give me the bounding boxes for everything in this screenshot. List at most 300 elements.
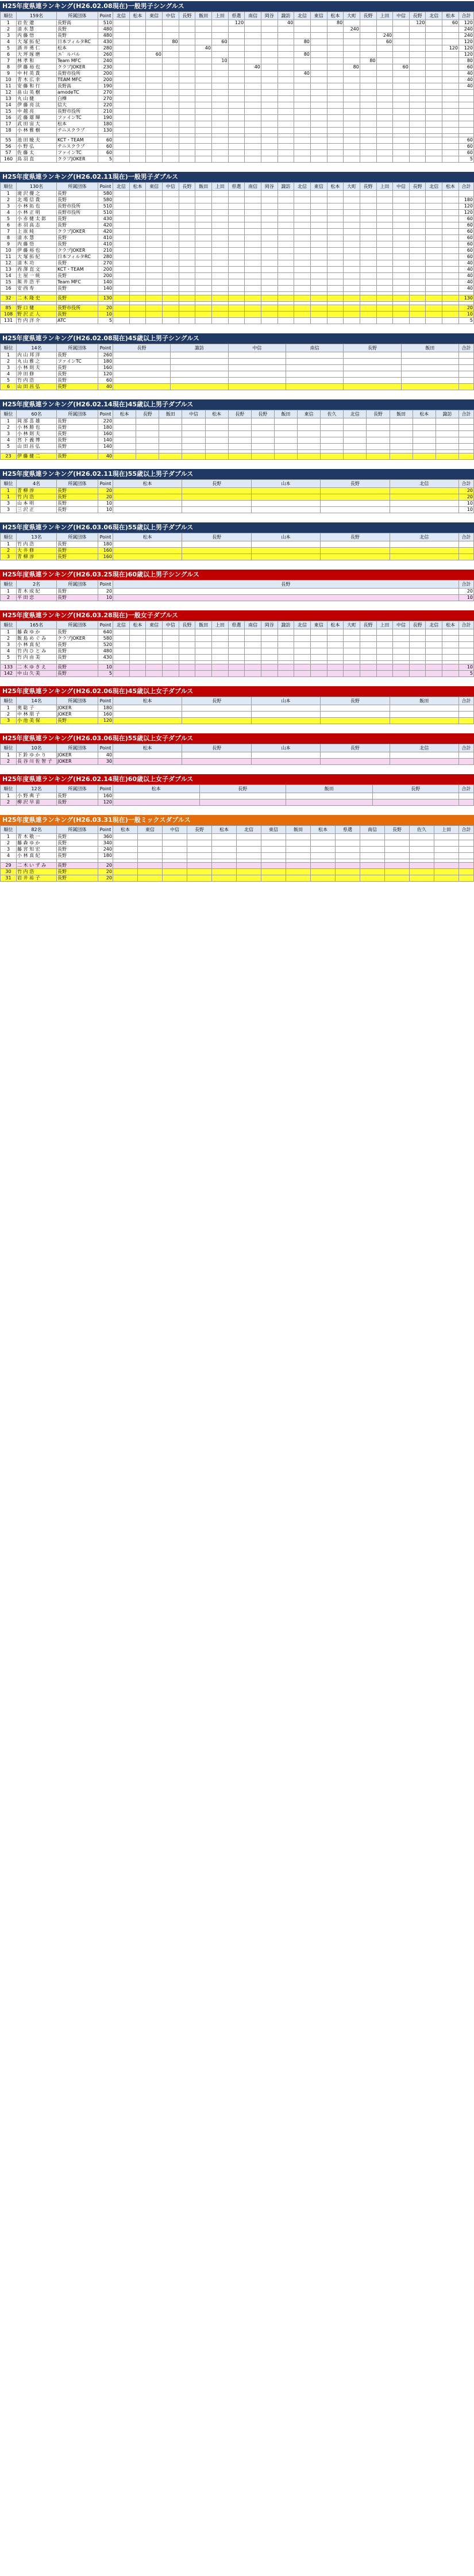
section-title: H25年度県連ランキング(H26.03.06現在)55歳以上女子ダブルス bbox=[0, 733, 474, 744]
event-point-cell bbox=[344, 425, 367, 431]
event-header: 諏訪 bbox=[436, 410, 458, 418]
team-name: クラブJOKER bbox=[57, 229, 98, 235]
event-point-cell bbox=[146, 71, 163, 77]
event-point-cell bbox=[426, 115, 442, 121]
event-point-cell bbox=[136, 425, 159, 431]
event-point-cell bbox=[261, 273, 278, 279]
header-row bbox=[1, 183, 474, 191]
player-name: 野 沢 正 人 bbox=[17, 312, 57, 318]
event-point-cell bbox=[344, 352, 401, 359]
event-point-cell bbox=[195, 318, 212, 324]
event-header: 上田 bbox=[376, 621, 393, 629]
event-point-cell bbox=[278, 150, 294, 156]
team-name: 長野 bbox=[57, 595, 98, 601]
event-point-cell bbox=[426, 318, 442, 324]
event-point-cell bbox=[321, 501, 390, 507]
event-header: 南信 bbox=[245, 621, 261, 629]
event-point-cell bbox=[146, 20, 163, 26]
event-point-cell bbox=[376, 52, 393, 58]
point-header: Point bbox=[98, 744, 113, 752]
event-point-cell bbox=[261, 636, 278, 642]
event-header: 長野 bbox=[367, 410, 390, 418]
event-point-cell bbox=[261, 96, 278, 102]
event-point-cell bbox=[294, 197, 311, 203]
event-point-cell bbox=[179, 305, 195, 312]
team-header: 所属団体 bbox=[57, 533, 98, 541]
event-point-cell bbox=[286, 359, 343, 365]
player-name: 宮 下 義 博 bbox=[17, 437, 57, 444]
rank-cell: 108 bbox=[1, 312, 17, 318]
player-name: 青 柳 淳 bbox=[17, 488, 57, 494]
event-point-cell bbox=[195, 295, 212, 302]
event-point-cell bbox=[195, 305, 212, 312]
event-header: 長野 bbox=[113, 580, 459, 589]
event-point-cell bbox=[162, 52, 179, 58]
event-header: 北信 bbox=[113, 12, 130, 20]
rank-cell: 1 bbox=[1, 793, 17, 799]
event-point-cell bbox=[129, 241, 146, 248]
event-point-cell bbox=[278, 254, 294, 260]
point-cell: 20 bbox=[98, 488, 113, 494]
event-point-cell bbox=[211, 305, 228, 312]
event-point-cell bbox=[385, 853, 410, 859]
event-point-cell bbox=[294, 279, 311, 286]
rank-cell: 3 bbox=[1, 203, 17, 210]
event-point-cell bbox=[360, 875, 385, 882]
event-point-cell bbox=[228, 273, 245, 279]
player-name: 下 鈴 ゆ か り bbox=[17, 752, 57, 759]
event-point-cell bbox=[426, 52, 442, 58]
total-cell bbox=[459, 799, 474, 806]
event-point-cell bbox=[245, 45, 261, 52]
event-point-cell bbox=[360, 197, 376, 203]
event-point-cell bbox=[245, 671, 261, 677]
event-point-cell bbox=[442, 77, 459, 83]
event-point-cell bbox=[278, 648, 294, 655]
event-point-cell bbox=[261, 150, 278, 156]
event-point-cell: 10 bbox=[211, 58, 228, 64]
team-name: 長野 bbox=[57, 431, 98, 437]
event-point-cell bbox=[162, 267, 179, 273]
event-point-cell bbox=[195, 58, 212, 64]
event-point-cell bbox=[129, 203, 146, 210]
event-point-cell bbox=[251, 488, 320, 494]
event-point-cell bbox=[376, 83, 393, 90]
point-cell: 140 bbox=[98, 437, 113, 444]
event-point-cell bbox=[294, 229, 311, 235]
event-point-cell bbox=[113, 144, 130, 150]
event-point-cell bbox=[426, 26, 442, 33]
rank-cell: 4 bbox=[1, 437, 17, 444]
event-point-cell bbox=[442, 305, 459, 312]
event-point-cell bbox=[195, 260, 212, 267]
event-point-cell bbox=[245, 20, 261, 26]
event-point-cell bbox=[442, 295, 459, 302]
rank-cell: 3 bbox=[1, 365, 17, 371]
event-point-cell bbox=[360, 273, 376, 279]
event-point-cell bbox=[171, 352, 228, 359]
total-cell: 20 bbox=[459, 488, 474, 494]
ranking-table bbox=[0, 580, 474, 601]
event-point-cell bbox=[393, 254, 410, 260]
event-point-cell bbox=[129, 137, 146, 144]
rank-cell: 32 bbox=[1, 295, 17, 302]
player-name: 小 林 拓 也 bbox=[17, 203, 57, 210]
event-header: 南信 bbox=[245, 12, 261, 20]
event-point-cell bbox=[344, 636, 360, 642]
event-point-cell bbox=[294, 655, 311, 661]
section-title: H25年度県連ランキング(H26.03.06現在)55歳以上男子ダブルス bbox=[0, 522, 474, 533]
event-point-cell bbox=[228, 137, 245, 144]
event-point-cell bbox=[146, 90, 163, 96]
header-row bbox=[1, 344, 474, 352]
event-point-cell bbox=[245, 222, 261, 229]
event-point-cell bbox=[294, 83, 311, 90]
point-cell: 10 bbox=[98, 595, 113, 601]
rank-cell: 85 bbox=[1, 305, 17, 312]
event-point-cell bbox=[393, 26, 410, 33]
event-point-cell bbox=[393, 150, 410, 156]
ranking-row bbox=[1, 589, 474, 595]
event-header: 松本 bbox=[113, 480, 182, 488]
player-name: 西 澤 直 文 bbox=[17, 267, 57, 273]
ranking-row bbox=[1, 853, 474, 859]
event-point-cell bbox=[113, 286, 130, 292]
player-name: 土 屋 一 統 bbox=[17, 273, 57, 279]
point-cell: 360 bbox=[98, 834, 113, 840]
event-point-cell bbox=[426, 222, 442, 229]
event-point-cell bbox=[310, 235, 327, 241]
event-point-cell bbox=[113, 279, 130, 286]
event-point-cell bbox=[409, 58, 426, 64]
event-point-cell bbox=[261, 115, 278, 121]
event-point-cell bbox=[251, 507, 320, 513]
event-point-cell bbox=[360, 144, 376, 150]
event-point-cell bbox=[237, 863, 261, 869]
event-point-cell bbox=[321, 418, 344, 425]
event-point-cell bbox=[179, 20, 195, 26]
event-point-cell bbox=[390, 444, 413, 450]
event-point-cell bbox=[179, 671, 195, 677]
event-point-cell bbox=[327, 318, 344, 324]
event-point-cell bbox=[367, 444, 390, 450]
rank-cell: 131 bbox=[1, 318, 17, 324]
header-row bbox=[1, 621, 474, 629]
event-point-cell bbox=[245, 655, 261, 661]
event-point-cell bbox=[182, 759, 251, 765]
event-point-cell bbox=[336, 834, 360, 840]
event-point-cell bbox=[187, 875, 212, 882]
event-point-cell bbox=[245, 90, 261, 96]
event-header: 長野 bbox=[199, 785, 286, 793]
event-point-cell bbox=[211, 629, 228, 636]
event-point-cell bbox=[321, 705, 390, 712]
team-name: 長野 bbox=[57, 655, 98, 661]
event-point-cell bbox=[195, 156, 212, 163]
rank-cell: 12 bbox=[1, 260, 17, 267]
player-count: 12名 bbox=[17, 785, 57, 793]
rank-cell: 4 bbox=[1, 371, 17, 378]
event-point-cell bbox=[286, 847, 311, 853]
event-point-cell bbox=[344, 102, 360, 109]
event-header: 中信 bbox=[162, 183, 179, 191]
ranking-row bbox=[1, 210, 474, 216]
event-point-cell bbox=[211, 279, 228, 286]
event-point-cell bbox=[146, 109, 163, 115]
event-point-cell bbox=[442, 636, 459, 642]
event-point-cell bbox=[311, 834, 336, 840]
event-header: 飯田 bbox=[274, 410, 297, 418]
event-point-cell bbox=[344, 648, 360, 655]
event-point-cell bbox=[195, 636, 212, 642]
event-point-cell bbox=[336, 875, 360, 882]
event-point-cell bbox=[171, 384, 228, 390]
event-header: 大町 bbox=[344, 183, 360, 191]
event-point-cell bbox=[278, 241, 294, 248]
event-point-cell bbox=[310, 210, 327, 216]
event-point-cell bbox=[182, 554, 251, 560]
player-name: 丸 山 健 bbox=[17, 96, 57, 102]
event-point-cell bbox=[113, 595, 459, 601]
event-point-cell bbox=[409, 318, 426, 324]
player-name: 清 水 慧 bbox=[17, 26, 57, 33]
event-point-cell bbox=[182, 431, 205, 437]
ranking-row bbox=[1, 267, 474, 273]
event-point-cell bbox=[344, 241, 360, 248]
event-point-cell bbox=[182, 541, 251, 548]
event-point-cell bbox=[162, 33, 179, 39]
event-point-cell bbox=[228, 39, 245, 45]
event-point-cell bbox=[261, 83, 278, 90]
event-point-cell bbox=[344, 109, 360, 115]
player-name: 竹 内 ひ と み bbox=[17, 648, 57, 655]
point-cell: 480 bbox=[98, 648, 113, 655]
event-point-cell bbox=[187, 840, 212, 847]
event-point-cell bbox=[442, 150, 459, 156]
event-point-cell bbox=[228, 210, 245, 216]
event-point-cell bbox=[261, 191, 278, 197]
rank-cell: 1 bbox=[1, 418, 17, 425]
event-point-cell bbox=[310, 629, 327, 636]
team-name: 長野 bbox=[57, 629, 98, 636]
event-point-cell bbox=[376, 121, 393, 128]
ranking-row bbox=[1, 352, 474, 359]
event-point-cell bbox=[434, 834, 459, 840]
event-point-cell bbox=[360, 629, 376, 636]
section-title: H25年度県連ランキング(H26.02.14現在)45歳以上男子ダブルス bbox=[0, 399, 474, 410]
event-point-cell bbox=[294, 45, 311, 52]
event-point-cell bbox=[129, 248, 146, 254]
event-point-cell bbox=[113, 718, 182, 724]
event-point-cell bbox=[436, 425, 458, 431]
event-point-cell bbox=[278, 197, 294, 203]
total-cell: 40 bbox=[459, 273, 474, 279]
total-cell: 40 bbox=[459, 71, 474, 77]
event-point-cell bbox=[344, 437, 367, 444]
event-point-cell bbox=[113, 305, 130, 312]
event-header: 長野 bbox=[179, 12, 195, 20]
player-name: 山 田 昌 弘 bbox=[17, 444, 57, 450]
event-point-cell bbox=[113, 453, 136, 460]
event-point-cell bbox=[211, 109, 228, 115]
event-point-cell bbox=[251, 554, 320, 560]
event-point-cell bbox=[442, 197, 459, 203]
event-point-cell bbox=[146, 254, 163, 260]
total-cell: 20 bbox=[459, 305, 474, 312]
event-point-cell bbox=[360, 128, 376, 134]
event-point-cell bbox=[146, 636, 163, 642]
event-point-cell bbox=[310, 58, 327, 64]
event-point-cell bbox=[294, 20, 311, 26]
ranking-row bbox=[1, 77, 474, 83]
team-name: 長野市役所 bbox=[57, 210, 98, 216]
event-point-cell bbox=[113, 847, 138, 853]
total-header: 合計 bbox=[459, 480, 474, 488]
event-point-cell bbox=[327, 102, 344, 109]
ranking-section bbox=[0, 570, 474, 601]
total-cell: 80 bbox=[459, 58, 474, 64]
event-point-cell bbox=[182, 418, 205, 425]
event-point-cell: 120 bbox=[228, 20, 245, 26]
event-point-cell bbox=[129, 45, 146, 52]
event-point-cell bbox=[298, 431, 321, 437]
event-point-cell bbox=[327, 312, 344, 318]
event-point-cell bbox=[385, 863, 410, 869]
event-point-cell bbox=[344, 150, 360, 156]
event-point-cell bbox=[138, 853, 163, 859]
event-point-cell bbox=[409, 655, 426, 661]
event-point-cell bbox=[129, 144, 146, 150]
player-name: 中 山 久 美 bbox=[17, 671, 57, 677]
event-point-cell bbox=[129, 235, 146, 241]
event-point-cell bbox=[327, 150, 344, 156]
event-header: 東信 bbox=[310, 183, 327, 191]
event-point-cell bbox=[442, 128, 459, 134]
event-point-cell bbox=[310, 52, 327, 58]
rank-cell: 5 bbox=[1, 378, 17, 384]
rank-header: 順位 bbox=[1, 785, 17, 793]
event-header: 東信 bbox=[298, 410, 321, 418]
event-point-cell bbox=[211, 150, 228, 156]
event-point-cell bbox=[211, 229, 228, 235]
event-header: 松本 bbox=[413, 410, 436, 418]
rank-header: 順位 bbox=[1, 697, 17, 705]
event-point-cell bbox=[376, 77, 393, 83]
event-point-cell bbox=[344, 45, 360, 52]
event-point-cell bbox=[274, 425, 297, 431]
event-point-cell bbox=[195, 286, 212, 292]
event-point-cell bbox=[146, 203, 163, 210]
event-point-cell bbox=[228, 64, 245, 71]
point-cell: 270 bbox=[98, 90, 113, 96]
event-point-cell bbox=[179, 39, 195, 45]
event-point-cell bbox=[195, 128, 212, 134]
event-point-cell bbox=[442, 279, 459, 286]
event-point-cell bbox=[251, 431, 274, 437]
event-point-cell bbox=[426, 20, 442, 26]
event-point-cell bbox=[146, 115, 163, 121]
event-point-cell bbox=[162, 115, 179, 121]
event-point-cell bbox=[426, 33, 442, 39]
event-point-cell bbox=[129, 655, 146, 661]
event-header: 長野 bbox=[409, 621, 426, 629]
event-point-cell bbox=[410, 840, 434, 847]
event-point-cell bbox=[113, 636, 130, 642]
event-point-cell bbox=[245, 279, 261, 286]
event-point-cell bbox=[327, 156, 344, 163]
event-point-cell bbox=[205, 453, 228, 460]
event-point-cell bbox=[261, 144, 278, 150]
player-name: 竹 内 由 美 bbox=[17, 655, 57, 661]
event-header: 飯田 bbox=[286, 785, 373, 793]
total-cell bbox=[459, 648, 474, 655]
event-point-cell bbox=[278, 45, 294, 52]
rank-cell: 2 bbox=[1, 799, 17, 806]
event-point-cell bbox=[442, 655, 459, 661]
player-name: 小 林 真 紀 bbox=[17, 642, 57, 648]
event-point-cell bbox=[376, 197, 393, 203]
event-point-cell bbox=[113, 260, 130, 267]
event-point-cell bbox=[228, 150, 245, 156]
event-point-cell bbox=[278, 286, 294, 292]
event-point-cell bbox=[138, 863, 163, 869]
event-point-cell bbox=[360, 834, 385, 840]
event-point-cell bbox=[146, 295, 163, 302]
event-point-cell bbox=[360, 286, 376, 292]
event-point-cell bbox=[327, 77, 344, 83]
event-point-cell bbox=[113, 793, 200, 799]
event-header: 北信 bbox=[390, 744, 458, 752]
event-point-cell bbox=[228, 418, 251, 425]
ranking-table bbox=[0, 697, 474, 724]
event-point-cell bbox=[205, 431, 228, 437]
event-point-cell bbox=[310, 229, 327, 235]
event-point-cell bbox=[211, 267, 228, 273]
event-point-cell bbox=[426, 254, 442, 260]
event-header: 東信 bbox=[261, 826, 286, 834]
event-point-cell bbox=[163, 869, 187, 875]
event-point-cell bbox=[261, 248, 278, 254]
event-header: 山本 bbox=[251, 533, 320, 541]
event-point-cell bbox=[171, 365, 228, 371]
event-header: 松本 bbox=[113, 697, 182, 705]
event-point-cell bbox=[245, 137, 261, 144]
team-name: 長野市役所 bbox=[57, 109, 98, 115]
event-point-cell bbox=[442, 83, 459, 90]
event-point-cell bbox=[426, 216, 442, 222]
event-point-cell: 80 bbox=[294, 52, 311, 58]
event-point-cell bbox=[195, 248, 212, 254]
event-point-cell bbox=[327, 52, 344, 58]
event-point-cell bbox=[344, 260, 360, 267]
event-header: 長野 bbox=[360, 621, 376, 629]
section-title: H25年度県連ランキング(H26.02.08現在)45歳以上男子シングルス bbox=[0, 333, 474, 344]
event-point-cell bbox=[294, 254, 311, 260]
event-point-cell bbox=[393, 128, 410, 134]
point-cell: 20 bbox=[98, 305, 113, 312]
event-point-cell bbox=[113, 425, 136, 431]
event-point-cell bbox=[327, 229, 344, 235]
event-point-cell bbox=[245, 229, 261, 235]
ranking-row bbox=[1, 501, 474, 507]
point-cell: 20 bbox=[98, 875, 113, 882]
event-point-cell bbox=[393, 260, 410, 267]
point-cell: 60 bbox=[98, 150, 113, 156]
ranking-row bbox=[1, 286, 474, 292]
event-point-cell bbox=[245, 203, 261, 210]
event-point-cell bbox=[162, 229, 179, 235]
player-name: 酒 井 勇 仁 bbox=[17, 45, 57, 52]
